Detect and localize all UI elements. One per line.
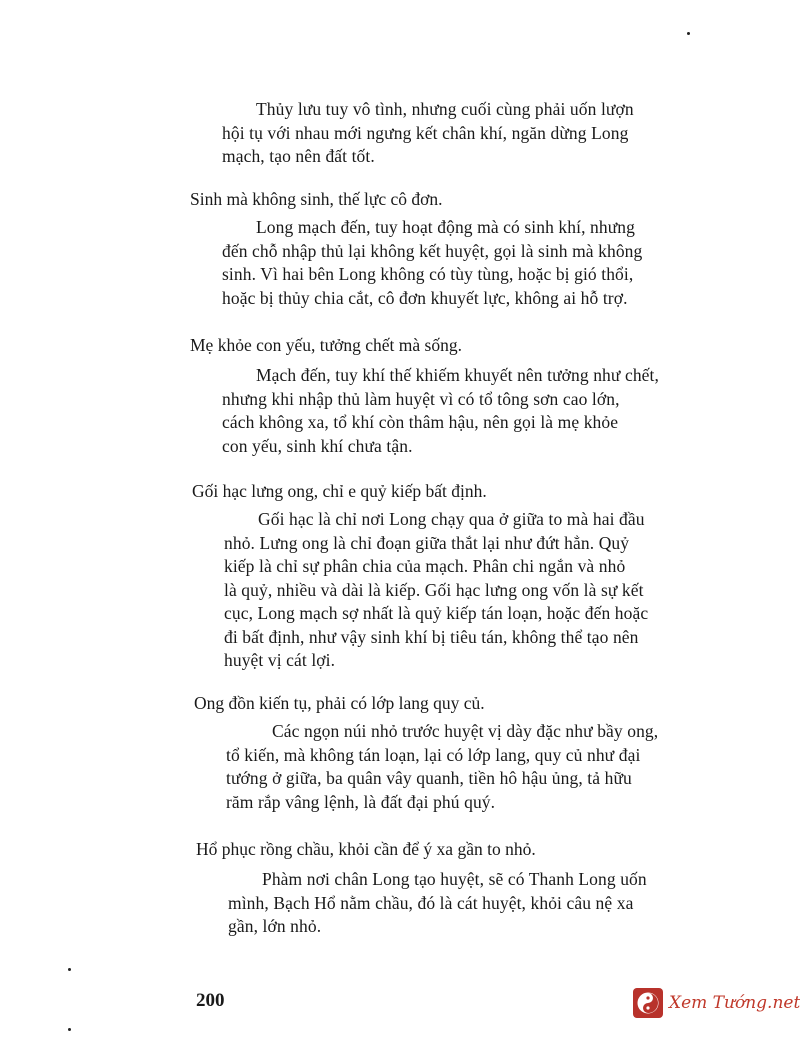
text-line: Gối hạc là chỉ nơi Long chạy qua ở giữa to mà hai đầu xyxy=(258,509,645,529)
text-line: nhưng khi nhập thủ làm huyệt vì có tổ tông sơn cao lớn, xyxy=(222,388,620,409)
text-line: Phàm nơi chân Long tạo huyệt, sẽ có Thanh Long uốn xyxy=(262,869,647,889)
text-line: tướng ở giữa, ba quân vây quanh, tiền hô hậu ủng, tả hữu xyxy=(226,768,632,788)
paragraph xyxy=(222,364,659,458)
text-line: đến chỗ nhập thủ lại không kết huyệt, gọi là sinh mà không xyxy=(222,240,643,261)
text-line: sinh. Vì hai bên Long không có tùy tùng, hoặc bị gió thổi, xyxy=(222,264,634,284)
text-line: con yếu, sinh khí chưa tận. xyxy=(222,435,413,456)
yin-yang-icon xyxy=(633,988,663,1018)
section-heading: Gối hạc lưng ong, chỉ e quỷ kiếp bất định. xyxy=(192,481,487,501)
text-line: mạch, tạo nên đất tốt. xyxy=(222,146,375,166)
paragraph xyxy=(222,98,634,169)
text-line: răm rắp vâng lệnh, là đất đại phú quý. xyxy=(226,791,496,812)
paragraph xyxy=(222,216,642,310)
scan-speck xyxy=(687,32,690,35)
text-line: hội tụ với nhau mới ngưng kết chân khí, ngăn dừng Long xyxy=(222,122,629,143)
watermark-text: Xem Tướng.net xyxy=(669,993,800,1013)
paragraph xyxy=(226,720,658,814)
text-line: Thủy lưu tuy vô tình, nhưng cuối cùng phải uốn lượn xyxy=(256,99,634,119)
section-heading: Ong đồn kiến tụ, phải có lớp lang quy củ. xyxy=(194,693,485,713)
section-heading: Sinh mà không sinh, thế lực cô đơn. xyxy=(190,189,443,209)
section-heading: Hổ phục rồng chầu, khỏi cần để ý xa gần to nhỏ. xyxy=(196,839,536,859)
watermark xyxy=(633,988,800,1018)
text-line: Mạch đến, tuy khí thế khiếm khuyết nên tưởng như chết, xyxy=(256,365,659,385)
paragraph xyxy=(228,868,647,939)
text-line: cục, Long mạch sợ nhất là quỷ kiếp tán loạn, hoặc đến hoặc xyxy=(224,603,649,623)
text-line: cách không xa, tổ khí còn thâm hậu, nên gọi là mẹ khỏe xyxy=(222,412,619,432)
text-line: Các ngọn núi nhỏ trước huyệt vị dày đặc như bầy ong, xyxy=(272,721,659,741)
text-line: gần, lớn nhỏ. xyxy=(228,916,322,936)
page-number: 200 xyxy=(196,990,225,1011)
text-line: hoặc bị thủy chia cắt, cô đơn khuyết lực, không ai hỗ trợ. xyxy=(222,287,628,308)
text-line: nhỏ. Lưng ong là chỉ đoạn giữa thắt lại như đứt hẳn. Quỷ xyxy=(224,532,630,553)
scan-speck xyxy=(68,1028,71,1031)
text-line: là quỷ, nhiều và dài là kiếp. Gối hạc lưng ong vốn là sự kết xyxy=(224,579,644,600)
text-line: Long mạch đến, tuy hoạt động mà có sinh khí, nhưng xyxy=(256,217,636,237)
text-line: đi bất định, như vậy sinh khí bị tiêu tán, không thể tạo nên xyxy=(224,626,639,647)
text-line: mình, Bạch Hổ nằm chầu, đó là cát huyệt, khỏi câu nệ xa xyxy=(228,892,634,913)
section-heading: Mẹ khỏe con yếu, tưởng chết mà sống. xyxy=(190,335,462,355)
paragraph xyxy=(224,508,648,673)
scan-speck xyxy=(68,968,71,971)
text-line: huyệt vị cát lợi. xyxy=(224,650,336,670)
text-line: tổ kiến, mà không tán loạn, lại có lớp lang, quy củ như đại xyxy=(226,744,641,765)
text-line: kiếp là chỉ sự phân chia của mạch. Phân chi ngắn và nhỏ xyxy=(224,556,626,576)
